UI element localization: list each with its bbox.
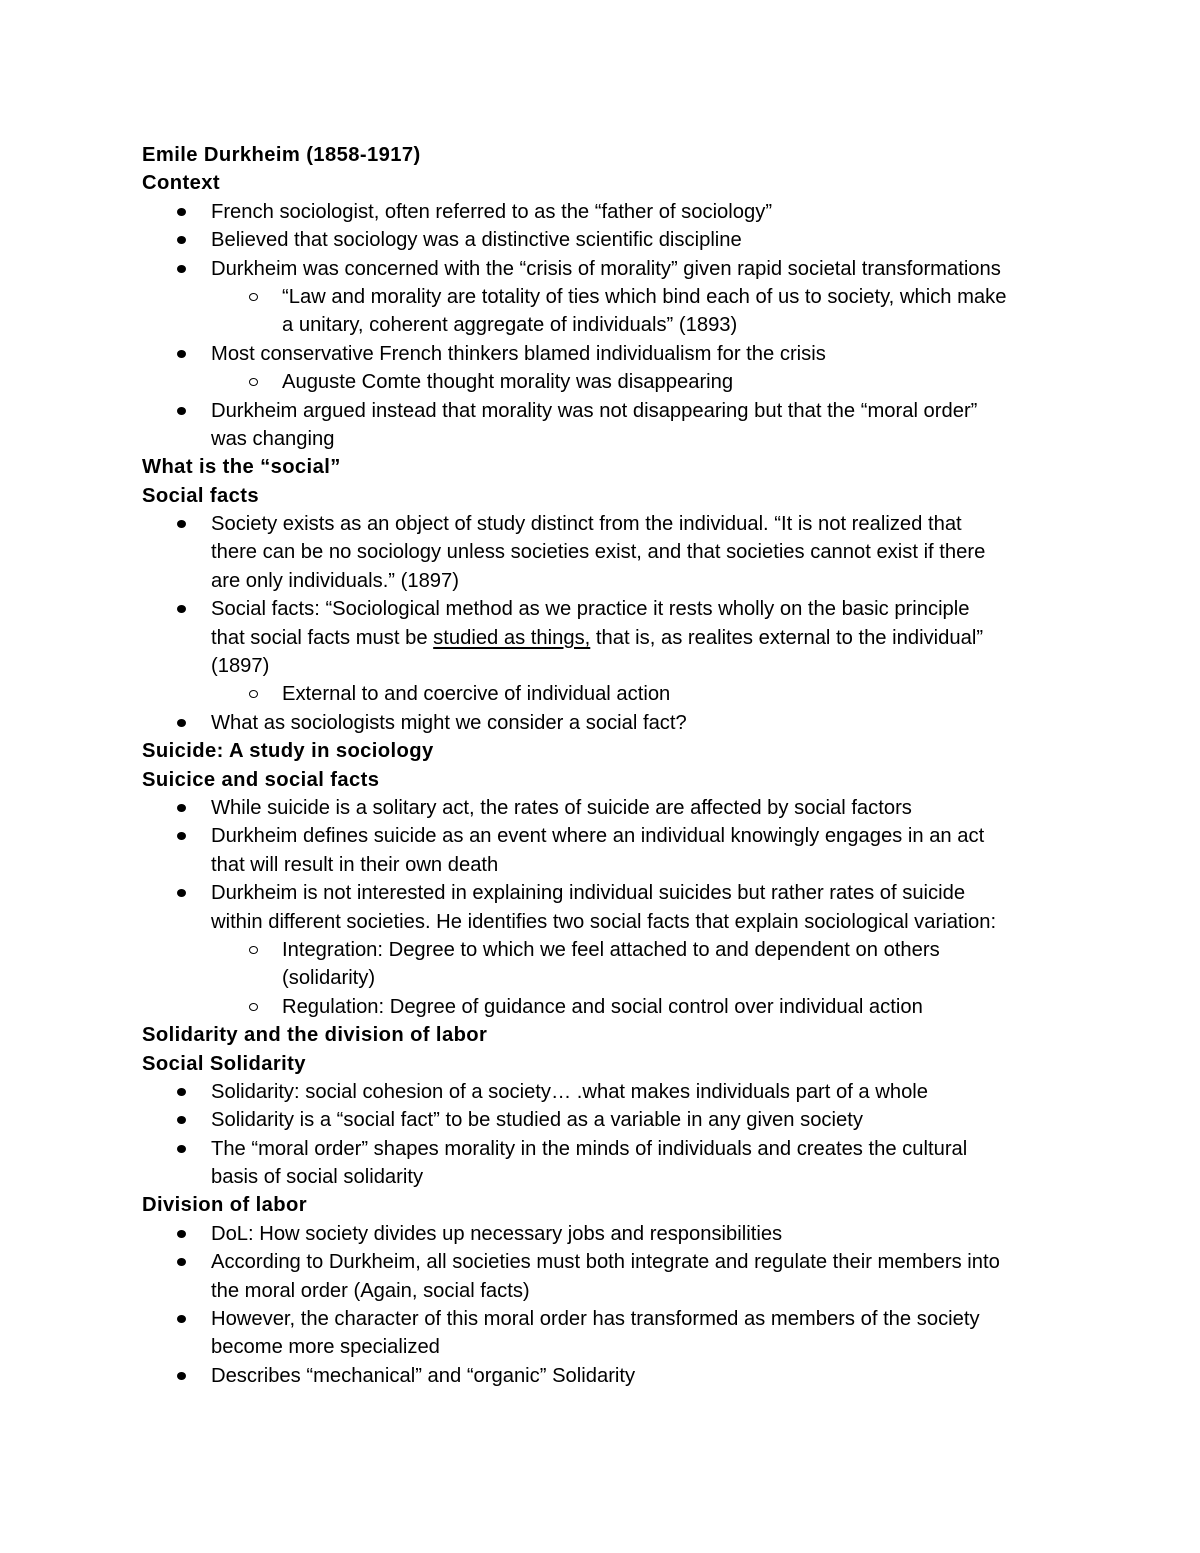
line-text: was changing [211, 427, 335, 450]
bullet-item [142, 794, 1102, 822]
line-text: Suicice and social facts [142, 768, 380, 791]
bullet-dot-icon [177, 236, 186, 244]
bullet-item [142, 340, 1102, 368]
line-text: Solidarity: social cohesion of a society… .what makes individuals part of a whole [211, 1080, 929, 1103]
section-heading [142, 1021, 1102, 1049]
underlined-text: studied as things, [433, 626, 591, 649]
bullet-dot-icon [177, 265, 186, 273]
bullet-item [142, 879, 1102, 907]
bullet-item-continuation [142, 1277, 1102, 1305]
line-text: Durkheim was concerned with the “crisis of morality” given rapid societal transformations [211, 257, 1001, 280]
section-heading [142, 453, 1102, 481]
line-text: Social Solidarity [142, 1052, 306, 1075]
bullet-item [142, 198, 1102, 226]
bullet-item [142, 1305, 1102, 1333]
section-heading [142, 169, 1102, 197]
sub-bullet-item [142, 936, 1102, 964]
line-text: However, the character of this moral order has transformed as members of the society [211, 1308, 980, 1331]
line-text: What is the “social” [142, 456, 341, 479]
sub-bullet-item [142, 368, 1102, 396]
line-text: a unitary, coherent aggregate of individuals” (1893) [282, 314, 738, 337]
bullet-dot-icon [177, 832, 186, 840]
sub-bullet-item [142, 283, 1102, 311]
sub-bullet-item [142, 993, 1102, 1021]
sub-bullet-continuation [142, 964, 1102, 992]
line-text: Most conservative French thinkers blamed individualism for the crisis [211, 342, 826, 365]
line-text: “Law and morality are totality of ties which bind each of us to society, which make [282, 285, 1007, 308]
bullet-dot-icon [177, 1372, 186, 1380]
bullet-item-continuation [142, 425, 1102, 453]
bullet-item-continuation [142, 652, 1102, 680]
sub-bullet-continuation [142, 311, 1102, 339]
section-heading [142, 737, 1102, 765]
bullet-item [142, 822, 1102, 850]
bullet-dot-icon [177, 520, 186, 528]
line-text: The “moral order” shapes morality in the minds of individuals and creates the cultural [211, 1137, 968, 1160]
line-text: Integration: Degree to which we feel attached to and dependent on others [282, 938, 940, 961]
line-text: While suicide is a solitary act, the rates of suicide are affected by social factors [211, 796, 912, 819]
bullet-item-continuation [142, 851, 1102, 879]
section-heading [142, 766, 1102, 794]
line-text: Social facts: “Sociological method as we practice it rests wholly on the basic principle [211, 598, 970, 621]
bullet-dot-icon [177, 350, 186, 358]
bullet-item-continuation [142, 567, 1102, 595]
bullet-dot-icon [177, 889, 186, 897]
line-text: (1897) [211, 655, 270, 678]
line-text: (solidarity) [282, 967, 376, 990]
section-heading [142, 1050, 1102, 1078]
line-text: Durkheim is not interested in explaining individual suicides but rather rates of suicide [211, 882, 966, 905]
line-text: there can be no sociology unless societies exist, and that societies cannot exist if there [211, 541, 986, 564]
bullet-dot-icon [177, 719, 186, 727]
bullet-dot-icon [177, 1315, 186, 1323]
line-text: What as sociologists might we consider a social fact? [211, 711, 687, 734]
line-text: Division of labor [142, 1194, 307, 1217]
line-text: are only individuals.” (1897) [211, 569, 459, 592]
bullet-circle-icon [249, 946, 258, 954]
bullet-dot-icon [177, 1230, 186, 1238]
line-text: that will result in their own death [211, 853, 499, 876]
line-text: Solidarity and the division of labor [142, 1024, 488, 1047]
line-text: that social facts must be [211, 626, 434, 649]
line-text: According to Durkheim, all societies must both integrate and regulate their members into [211, 1251, 1000, 1274]
page-title: Emile Durkheim (1858-1917) [142, 144, 421, 166]
bullet-item [142, 709, 1102, 737]
line-text: Society exists as an object of study distinct from the individual. “It is not realized that [211, 513, 962, 536]
line-text: the moral order (Again, social facts) [211, 1279, 530, 1302]
line-text: Solidarity is a “social fact” to be studied as a variable in any given society [211, 1109, 863, 1132]
bullet-item-continuation [142, 624, 1102, 652]
line-text: that is, as realites external to the individual” [590, 626, 984, 649]
bullet-item [142, 226, 1102, 254]
bullet-dot-icon [177, 804, 186, 812]
line-text: basis of social solidarity [211, 1166, 424, 1189]
line-text: Durkheim argued instead that morality was not disappearing but that the “moral order” [211, 399, 978, 422]
line-text: Social facts [142, 484, 260, 507]
line-text: Auguste Comte thought morality was disappearing [282, 371, 734, 394]
notes-content [142, 141, 1102, 1390]
bullet-item [142, 1362, 1102, 1390]
line-text: Durkheim defines suicide as an event where an individual knowingly engages in an act [211, 825, 985, 848]
section-heading [142, 1191, 1102, 1219]
bullet-item [142, 1078, 1102, 1106]
line-text: Believed that sociology was a distinctive scientific discipline [211, 229, 742, 252]
bullet-item [142, 255, 1102, 283]
bullet-dot-icon [177, 605, 186, 613]
line-text: French sociologist, often referred to as the “father of sociology” [211, 200, 773, 223]
line-text: Context [142, 172, 220, 195]
line-text: DoL: How society divides up necessary jobs and responsibilities [211, 1222, 783, 1245]
bullet-circle-icon [249, 378, 258, 386]
bullet-item [142, 1248, 1102, 1276]
bullet-item [142, 397, 1102, 425]
line-text: Regulation: Degree of guidance and social control over individual action [282, 995, 923, 1018]
line-text: External to and coercive of individual action [282, 683, 671, 706]
bullet-dot-icon [177, 407, 186, 415]
line-text: become more specialized [211, 1336, 440, 1359]
bullet-item [142, 1135, 1102, 1163]
bullet-item [142, 1220, 1102, 1248]
bullet-dot-icon [177, 1258, 186, 1266]
bullet-item-continuation [142, 538, 1102, 566]
bullet-dot-icon [177, 208, 186, 216]
line-text: Describes “mechanical” and “organic” Solidarity [211, 1364, 636, 1387]
sub-bullet-item [142, 680, 1102, 708]
bullet-dot-icon [177, 1145, 186, 1153]
bullet-item-continuation [142, 908, 1102, 936]
bullet-circle-icon [249, 293, 258, 301]
bullet-dot-icon [177, 1088, 186, 1096]
bullet-item [142, 510, 1102, 538]
bullet-item-continuation [142, 1163, 1102, 1191]
bullet-item [142, 1106, 1102, 1134]
bullet-item [142, 595, 1102, 623]
line-text: within different societies. He identifies two social facts that explain sociological variation: [211, 910, 997, 933]
bullet-dot-icon [177, 1116, 186, 1124]
bullet-item-continuation [142, 1333, 1102, 1361]
bullet-circle-icon [249, 690, 258, 698]
bullet-circle-icon [249, 1003, 258, 1011]
section-heading [142, 482, 1102, 510]
line-text: Suicide: A study in sociology [142, 740, 434, 763]
notes-lines [142, 169, 1102, 1390]
